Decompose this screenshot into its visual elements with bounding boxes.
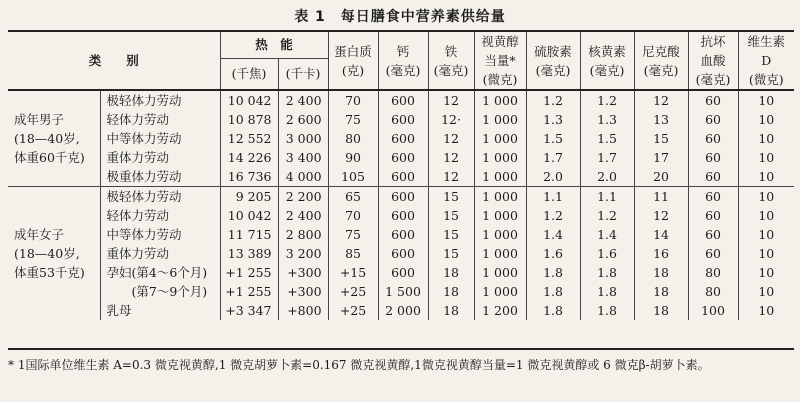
cell-value: 12 xyxy=(428,90,474,110)
cell-value: 1.8 xyxy=(526,263,580,282)
header-kcal: (千卡) xyxy=(278,58,328,90)
row-label: 重体力劳动 xyxy=(100,244,220,263)
header-line: 蛋白质 xyxy=(334,43,372,59)
header-line: (毫克) xyxy=(695,72,731,87)
cell-value: 80 xyxy=(688,263,738,282)
cell-value: 9 205 xyxy=(220,187,278,207)
cell-value: 1 000 xyxy=(474,90,526,110)
cell-value: 600 xyxy=(378,167,428,187)
cell-value: 18 xyxy=(428,301,474,320)
cell-value: 600 xyxy=(378,90,428,110)
header-line: (毫克) xyxy=(643,62,679,78)
cell-value: 1.3 xyxy=(580,110,634,129)
cell-value: 1.8 xyxy=(580,282,634,301)
cell-value: 600 xyxy=(378,263,428,282)
cell-value: 2.0 xyxy=(526,167,580,187)
cell-value: 600 xyxy=(378,129,428,148)
table-row xyxy=(8,263,794,282)
cell-value: 15 xyxy=(428,244,474,263)
cell-value: 13 389 xyxy=(220,244,278,263)
cell-value: 65 xyxy=(328,187,378,207)
cell-value: 60 xyxy=(688,90,738,110)
row-label: 乳母 xyxy=(100,301,220,320)
cell-value: 2 400 xyxy=(278,206,328,225)
header-vitd xyxy=(738,31,794,90)
cell-value: 1 000 xyxy=(474,187,526,207)
header-line: 当量* xyxy=(484,53,516,68)
header-line: 抗坏 xyxy=(700,34,726,49)
cell-value: 4 000 xyxy=(278,167,328,187)
cell-value: 100 xyxy=(688,301,738,320)
group-label-line: 成年男子 xyxy=(14,112,65,127)
cell-value: +300 xyxy=(278,282,328,301)
cell-value: 1 000 xyxy=(474,263,526,282)
header-riboflavin xyxy=(580,31,634,90)
header-kj: (千焦) xyxy=(220,58,278,90)
cell-value: 60 xyxy=(688,244,738,263)
cell-value: 15 xyxy=(634,129,688,148)
cell-value: 75 xyxy=(328,225,378,244)
cell-value: +800 xyxy=(278,301,328,320)
cell-value: 15 xyxy=(428,206,474,225)
row-label: 中等体力劳动 xyxy=(100,129,220,148)
cell-value: 70 xyxy=(328,90,378,110)
table-row xyxy=(8,187,794,207)
header-line: 硫胺素 xyxy=(534,43,572,59)
cell-value: 1.6 xyxy=(526,244,580,263)
cell-value: 1 200 xyxy=(474,301,526,320)
row-label: 极重体力劳动 xyxy=(100,167,220,187)
cell-value: 18 xyxy=(428,263,474,282)
header-line: D xyxy=(761,53,772,68)
row-label: 孕妇(第4～6个月) xyxy=(100,263,220,282)
cell-value: 1.2 xyxy=(526,206,580,225)
cell-value: 10 xyxy=(738,282,794,301)
header-iron xyxy=(428,31,474,90)
cell-value: 1.4 xyxy=(526,225,580,244)
cell-value: 1.7 xyxy=(526,148,580,167)
cell-value: 1.8 xyxy=(526,282,580,301)
cell-value: 10 xyxy=(738,129,794,148)
cell-value: 10 042 xyxy=(220,90,278,110)
table-row xyxy=(8,301,794,320)
group-label xyxy=(8,90,100,187)
cell-value: 60 xyxy=(688,129,738,148)
row-label: 轻体力劳动 xyxy=(100,110,220,129)
table-row xyxy=(8,110,794,129)
cell-value: 105 xyxy=(328,167,378,187)
cell-value: 60 xyxy=(688,110,738,129)
cell-value: 10 xyxy=(738,110,794,129)
cell-value: 60 xyxy=(688,167,738,187)
cell-value: 1 000 xyxy=(474,129,526,148)
cell-value: 18 xyxy=(428,282,474,301)
table-title: 表 1 每日膳食中营养素供给量 xyxy=(294,9,506,25)
row-label: (第7～9个月) xyxy=(100,282,220,301)
cell-value: 60 xyxy=(688,148,738,167)
header-category: 类 别 xyxy=(8,31,220,90)
header-protein xyxy=(328,31,378,90)
group-label-line: (18—40岁, xyxy=(14,131,80,146)
cell-value: 1.3 xyxy=(526,110,580,129)
header-line: (微克) xyxy=(482,72,518,87)
cell-value: 600 xyxy=(378,187,428,207)
cell-value: 11 xyxy=(634,187,688,207)
cell-value: 1 000 xyxy=(474,206,526,225)
cell-value: 12 552 xyxy=(220,129,278,148)
cell-value: 75 xyxy=(328,110,378,129)
cell-value: 13 xyxy=(634,110,688,129)
cell-value: 1.1 xyxy=(526,187,580,207)
header-line: (微克) xyxy=(748,72,784,87)
table-row xyxy=(8,244,794,263)
cell-value: 10 xyxy=(738,225,794,244)
cell-value: 3 000 xyxy=(278,129,328,148)
cell-value: 15 xyxy=(428,187,474,207)
header-line: (毫克) xyxy=(589,62,625,78)
cell-value: 12 xyxy=(428,167,474,187)
cell-value: 14 226 xyxy=(220,148,278,167)
cell-value: +1 255 xyxy=(220,282,278,301)
cell-value: 1.5 xyxy=(526,129,580,148)
row-label: 极轻体力劳动 xyxy=(100,187,220,207)
footnote: * 1国际单位维生素 A=0.3 微克视黄醇,1 微克胡萝卜素=0.167 微克视黄醇,1微克视黄醇当量=1 微克视黄醇或 6 微克β-胡萝卜素。 xyxy=(8,358,710,372)
cell-value: 10 xyxy=(738,301,794,320)
table-row xyxy=(8,90,794,110)
cell-value: 18 xyxy=(634,263,688,282)
table-bottom-rule xyxy=(8,348,794,350)
header-energy: 热 能 xyxy=(220,31,328,58)
cell-value: 12 xyxy=(634,90,688,110)
nutrition-table xyxy=(8,30,794,320)
cell-value: 1 000 xyxy=(474,282,526,301)
cell-value: +300 xyxy=(278,263,328,282)
cell-value: 15 xyxy=(428,225,474,244)
cell-value: 1.2 xyxy=(580,206,634,225)
cell-value: 12· xyxy=(428,110,474,129)
header-line: 血酸 xyxy=(700,53,726,68)
cell-value: +15 xyxy=(328,263,378,282)
cell-value: 16 736 xyxy=(220,167,278,187)
cell-value: 600 xyxy=(378,206,428,225)
header-line: 核黄素 xyxy=(588,43,626,59)
cell-value: 90 xyxy=(328,148,378,167)
header-line: (克) xyxy=(341,62,365,78)
header-line: (毫克) xyxy=(385,62,421,78)
cell-value: 1.5 xyxy=(580,129,634,148)
header-thiamine xyxy=(526,31,580,90)
cell-value: 600 xyxy=(378,225,428,244)
row-label: 重体力劳动 xyxy=(100,148,220,167)
cell-value: 2 600 xyxy=(278,110,328,129)
cell-value: 1.4 xyxy=(580,225,634,244)
cell-value: +25 xyxy=(328,301,378,320)
cell-value: 1.1 xyxy=(580,187,634,207)
cell-value: 60 xyxy=(688,206,738,225)
cell-value: 2.0 xyxy=(580,167,634,187)
header-line: 钙 xyxy=(396,43,410,59)
cell-value: 16 xyxy=(634,244,688,263)
cell-value: 3 200 xyxy=(278,244,328,263)
cell-value: 60 xyxy=(688,225,738,244)
cell-value: 1.8 xyxy=(526,301,580,320)
cell-value: 18 xyxy=(634,301,688,320)
cell-value: 10 xyxy=(738,167,794,187)
cell-value: 1.8 xyxy=(580,263,634,282)
cell-value: 80 xyxy=(328,129,378,148)
cell-value: 10 042 xyxy=(220,206,278,225)
header-retinol xyxy=(474,31,526,90)
group-label-line: (18—40岁, xyxy=(14,246,80,261)
cell-value: 1 000 xyxy=(474,225,526,244)
cell-value: 1.2 xyxy=(580,90,634,110)
header-line: 维生素 xyxy=(747,34,786,49)
cell-value: 20 xyxy=(634,167,688,187)
cell-value: +25 xyxy=(328,282,378,301)
table-row xyxy=(8,129,794,148)
cell-value: 11 715 xyxy=(220,225,278,244)
cell-value: 600 xyxy=(378,244,428,263)
cell-value: 2 800 xyxy=(278,225,328,244)
header-line: 尼克酸 xyxy=(642,43,680,59)
cell-value: 600 xyxy=(378,110,428,129)
group-label-line: 体重53千克) xyxy=(14,265,85,280)
cell-value: 10 xyxy=(738,263,794,282)
cell-value: 14 xyxy=(634,225,688,244)
header-line: 视黄醇 xyxy=(481,34,519,49)
row-label: 极轻体力劳动 xyxy=(100,90,220,110)
cell-value: 70 xyxy=(328,206,378,225)
table-row xyxy=(8,206,794,225)
header-calcium xyxy=(378,31,428,90)
cell-value: 1 000 xyxy=(474,167,526,187)
header-line: (毫克) xyxy=(535,62,571,78)
cell-value: 1 500 xyxy=(378,282,428,301)
cell-value: +3 347 xyxy=(220,301,278,320)
header-line: (毫克) xyxy=(433,62,469,78)
table-row xyxy=(8,282,794,301)
cell-value: 10 xyxy=(738,206,794,225)
group-label-line: 体重60千克) xyxy=(14,150,85,165)
cell-value: 1 000 xyxy=(474,110,526,129)
cell-value: 10 878 xyxy=(220,110,278,129)
cell-value: 2 200 xyxy=(278,187,328,207)
row-label: 中等体力劳动 xyxy=(100,225,220,244)
cell-value: 1 000 xyxy=(474,244,526,263)
cell-value: 80 xyxy=(688,282,738,301)
header-niacin xyxy=(634,31,688,90)
cell-value: 3 400 xyxy=(278,148,328,167)
cell-value: 60 xyxy=(688,187,738,207)
cell-value: 10 xyxy=(738,244,794,263)
table-row xyxy=(8,148,794,167)
cell-value: 10 xyxy=(738,187,794,207)
cell-value: 2 000 xyxy=(378,301,428,320)
cell-value: 1.7 xyxy=(580,148,634,167)
header-vitc xyxy=(688,31,738,90)
group-label xyxy=(8,187,100,321)
table-body xyxy=(8,90,794,320)
cell-value: 12 xyxy=(428,148,474,167)
cell-value: 1.2 xyxy=(526,90,580,110)
cell-value: 18 xyxy=(634,282,688,301)
cell-value: 1.6 xyxy=(580,244,634,263)
cell-value: 10 xyxy=(738,148,794,167)
cell-value: +1 255 xyxy=(220,263,278,282)
cell-value: 12 xyxy=(428,129,474,148)
group-label-line: 成年女子 xyxy=(14,227,65,242)
table-row xyxy=(8,167,794,187)
cell-value: 1 000 xyxy=(474,148,526,167)
row-label: 轻体力劳动 xyxy=(100,206,220,225)
cell-value: 600 xyxy=(378,148,428,167)
cell-value: 12 xyxy=(634,206,688,225)
table-row xyxy=(8,225,794,244)
cell-value: 2 400 xyxy=(278,90,328,110)
cell-value: 10 xyxy=(738,90,794,110)
cell-value: 85 xyxy=(328,244,378,263)
cell-value: 1.8 xyxy=(580,301,634,320)
cell-value: 17 xyxy=(634,148,688,167)
header-line: 铁 xyxy=(444,43,458,59)
